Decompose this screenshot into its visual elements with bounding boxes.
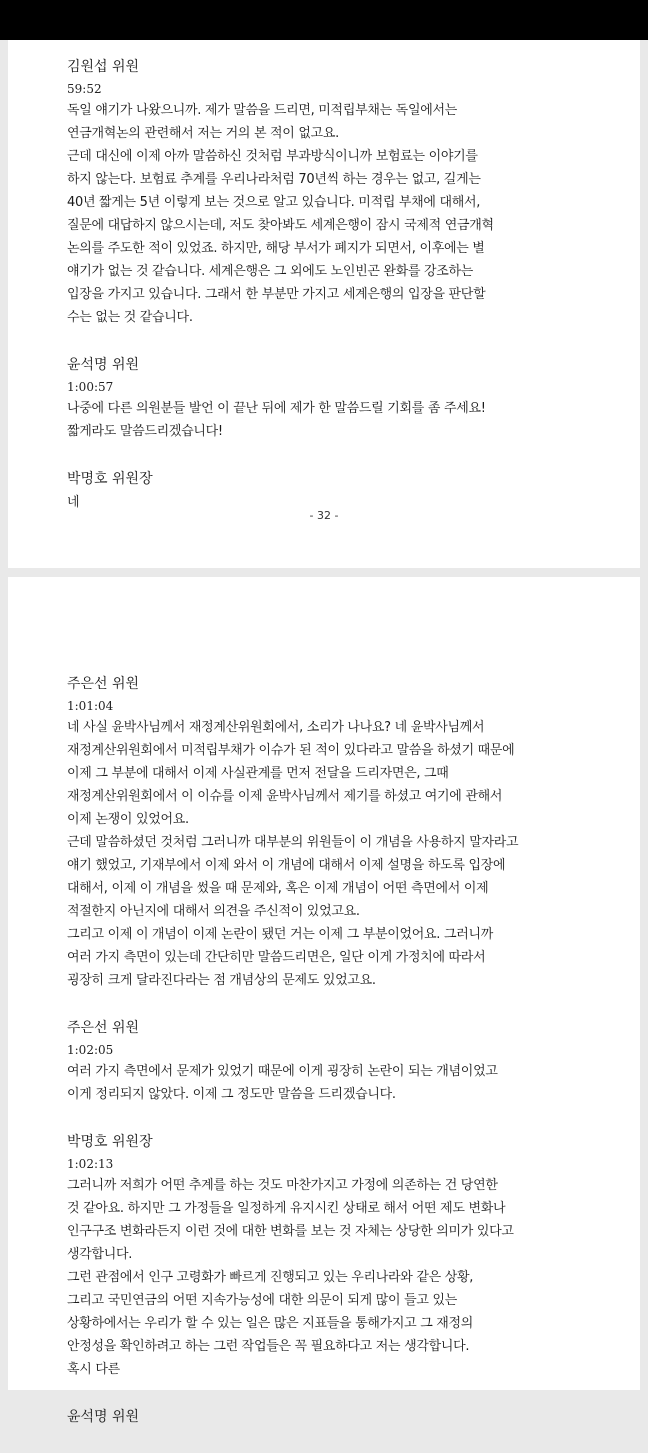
speaker-name: 윤석명 위원: [67, 357, 140, 373]
text-line: 네: [67, 495, 80, 510]
text-line: 굉장히 크게 달라진다라는 점 개념상의 문제도 있었고요.: [67, 973, 376, 988]
speaker-name: 박명호 위원장: [67, 471, 153, 487]
speaker-block: [67, 1016, 620, 1106]
text-line: 그리고 이제 이 개념이 이제 논란이 됐던 거는 이제 그 부분이었어요. 그러니까: [67, 927, 493, 942]
text-line: 재정계산위원회에서 미적립부채가 이슈가 된 적이 있다라고 말씀을 하셨기 때문에: [67, 743, 515, 758]
speaker-block: [67, 1130, 620, 1381]
text-line: 여러 가지 측면이 있는데 간단히만 말씀드리면은, 일단 이게 가정치에 따라서: [67, 950, 486, 965]
text-line: 여러 가지 측면에서 문제가 있었기 때문에 이게 굉장히 논란이 되는 개념이었고: [67, 1064, 498, 1079]
text-line: 안정성을 확인하려고 하는 그런 작업들은 꼭 필요하다고 저는 생각합니다.: [67, 1339, 470, 1354]
page-content: [67, 672, 620, 1453]
text-line: 이게 정리되지 않았다. 이제 그 정도만 말씀을 드리겠습니다.: [67, 1087, 396, 1102]
text-line: 이제 그 부분에 대해서 이제 사실관계를 먼저 전달을 드리자면은, 그때: [67, 766, 449, 781]
speaker-block: [67, 55, 620, 329]
text-line: 입장을 가지고 있습니다. 그래서 한 부분만 가지고 세계은행의 입장을 판단할: [67, 287, 486, 302]
text-line: 이제 논쟁이 있었어요.: [67, 812, 189, 827]
speaker-block: [67, 353, 620, 443]
text-line: 나중에 다른 의원분들 발언 이 끝난 뒤에 제가 한 말씀드릴 기회를 좀 주세요!: [67, 401, 486, 416]
text-line: 논의를 주도한 적이 있었죠. 하지만, 해당 부서가 폐지가 되면서, 이후에는 별: [67, 241, 485, 256]
text-line: 근데 대신에 이제 아까 말씀하신 것처럼 부과방식이니까 보험료는 이야기를: [67, 149, 478, 164]
text-line: 그런 관점에서 인구 고령화가 빠르게 진행되고 있는 우리나라와 같은 상황,: [67, 1270, 474, 1285]
text-line: 짧게라도 말씀드리겠습니다!: [67, 424, 223, 439]
text-line: 하지 않는다. 보험료 추계를 우리나라처럼 70년씩 하는 경우는 없고, 길게는: [67, 172, 481, 187]
speaker-name: 김원섭 위원: [67, 59, 140, 75]
text-line: 독일 얘기가 나왔으니까. 제가 말씀을 드리면, 미적립부채는 독일에서는: [67, 103, 457, 118]
page-content: [67, 55, 620, 538]
speaker-block: [67, 467, 620, 514]
timestamp: 1:02:13: [67, 1157, 114, 1171]
page-number: - 32 -: [309, 509, 339, 522]
document-page: [8, 40, 640, 568]
speaker-name: 주은선 위원: [67, 1020, 140, 1036]
text-line: 근데 말씀하셨던 것처럼 그러니까 대부분의 위원들이 이 개념을 사용하지 말자라고: [67, 835, 519, 850]
text-line: 혹시 다른: [67, 1362, 120, 1377]
speaker-block: [67, 672, 620, 992]
text-line: 생각합니다.: [67, 1247, 133, 1262]
text-line: 네 사실 윤박사님께서 재정계산위원회에서, 소리가 나나요? 네 윤박사님께서: [67, 720, 485, 735]
timestamp: 59:52: [67, 82, 102, 96]
timestamp: 1:02:05: [67, 1043, 114, 1057]
text-line: 적절한지 아닌지에 대해서 의견을 주신적이 있었고요.: [67, 904, 360, 919]
text-line: 인구구조 변화라든지 이런 것에 대한 변화를 보는 것 자체는 상당한 의미가 있다고: [67, 1224, 514, 1239]
top-status-bar: [0, 0, 648, 40]
speaker-block: [67, 1405, 620, 1429]
text-line: 연금개혁논의 관련해서 저는 거의 본 적이 없고요.: [67, 126, 339, 141]
speaker-name: 윤석명 위원: [67, 1409, 140, 1425]
text-line: 40년 짧게는 5년 이렇게 보는 것으로 알고 있습니다. 미적립 부채에 대해서,: [67, 195, 481, 210]
document-page: [8, 577, 640, 1425]
text-line: 질문에 대답하지 않으시는데, 저도 찾아봐도 세계은행이 잠시 국제적 연금개혁: [67, 218, 494, 233]
timestamp: 1:01:04: [67, 699, 114, 713]
speaker-name: 박명호 위원장: [67, 1134, 153, 1150]
text-line: 얘기 했었고, 기재부에서 이제 와서 이 개념에 대해서 이제 설명을 하도록 입장에: [67, 858, 506, 873]
text-line: 상황하에서는 우리가 할 수 있는 일은 많은 지표들을 통해가지고 그 재정의: [67, 1316, 474, 1331]
text-line: 그러니까 저희가 어떤 추계를 하는 것도 마찬가지고 가정에 의존하는 건 당연한: [67, 1178, 498, 1193]
text-line: 대해서, 이제 이 개념을 썼을 때 문제와, 혹은 이제 개념이 어떤 측면에서 이제: [67, 881, 489, 896]
text-line: 것 같아요. 하지만 그 가정들을 일정하게 유지시킨 상태로 해서 어떤 제도 변화나: [67, 1201, 506, 1216]
text-line: 재정계산위원회에서 이 이슈를 이제 윤박사님께서 제기를 하셨고 여기에 관해서: [67, 789, 503, 804]
text-line: 얘기가 없는 것 같습니다. 세계은행은 그 외에도 노인빈곤 완화를 강조하는: [67, 264, 474, 279]
text-line: 수는 없는 것 같습니다.: [67, 310, 193, 325]
text-line: 그리고 국민연금의 어떤 지속가능성에 대한 의문이 되게 많이 들고 있는: [67, 1293, 457, 1308]
timestamp: 1:00:57: [67, 380, 114, 394]
speaker-name: 주은선 위원: [67, 676, 140, 692]
